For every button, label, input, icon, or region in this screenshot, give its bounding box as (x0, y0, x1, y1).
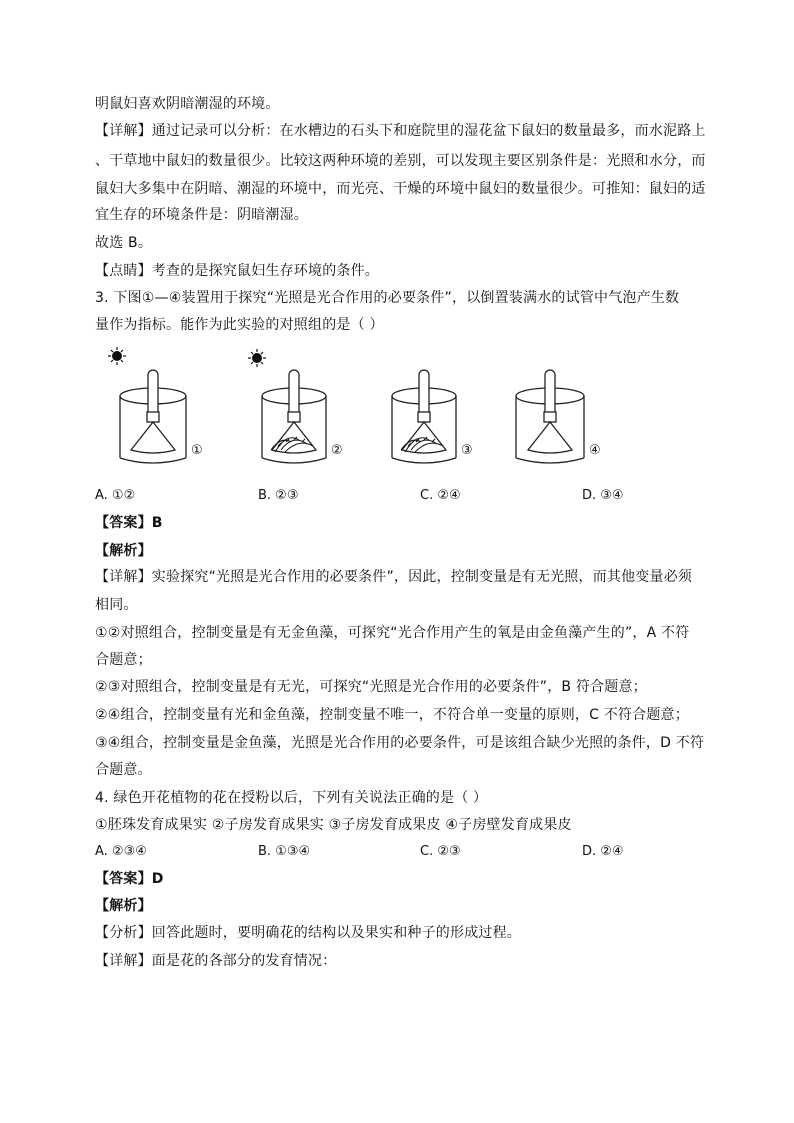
q3-explanation-line: 合题意； (95, 652, 152, 668)
apparatus-3-label: ③ (461, 443, 473, 458)
text-line: 鼠妇大多集中在阴暗、潮湿的环境中，而光亮、干燥的环境中鼠妇的数量很少。可推知：鼠妇的适 (95, 181, 706, 197)
apparatus-1 (108, 347, 203, 463)
q3-explanation-line: ①②对照组合，控制变量是有无金鱼藻，可探究“光合作用产生的氧是由金鱼藻产生的”，A 不符 (95, 625, 690, 641)
q4-option-c: C. ②③ (420, 844, 461, 859)
q4-analysis-line: 【详解】面是花的各部分的发育情况： (95, 953, 337, 969)
text-line: 【点睛】考查的是探究鼠妇生存环境的条件。 (95, 263, 379, 279)
question-3-line: 量作为指标。能作为此实验的对照组的是（ ） (95, 317, 384, 333)
aquatic-plant-icon (271, 437, 313, 452)
text-line: 明鼠妇喜欢阴暗潮湿的环境。 (95, 96, 280, 112)
apparatus-2 (248, 349, 343, 463)
text-line: 宜生存的环境条件是：阴暗潮湿。 (95, 207, 308, 223)
question-4-statements: ①胚珠发育成果实 ②子房发育成果实 ③子房发育成果皮 ④子房壁发育成果皮 (95, 817, 572, 833)
text-line: 故选 B。 (95, 235, 153, 251)
q3-explanation-line: ②④组合，控制变量有光和金鱼藻，控制变量不唯一，不符合单一变量的原则，C 不符合题意； (95, 707, 689, 723)
question-4-line: 4. 绿色开花植物的花在授粉以后，下列有关说法正确的是（ ） (95, 790, 488, 806)
question-3-line: 3. 下图①—④装置用于探究“光照是光合作用的必要条件”，以倒置装满水的试管中气泡产生数 (95, 290, 680, 306)
q4-analysis-line: 【分析】回答此题时，要明确花的结构以及果实和种子的形成过程。 (95, 925, 521, 941)
q3-explanation-line: 【详解】实验探究“光照是光合作用的必要条件”，因此，控制变量是有无光照，而其他变量必须 (95, 569, 693, 585)
q4-option-d: D. ②④ (582, 844, 624, 859)
apparatus-4 (516, 370, 601, 463)
q3-explanation-line: 合题意。 (95, 762, 152, 778)
q4-answer: 【答案】D (95, 871, 164, 887)
q3-option-b: B. ②③ (258, 488, 299, 503)
q3-option-a: A. ①② (95, 488, 136, 503)
q3-answer: 【答案】B (95, 515, 163, 531)
q3-explanation-line: ③④组合，控制变量是金鱼藻，光照是光合作用的必要条件，可是该组合缺少光照的条件，D 不符 (95, 735, 705, 751)
sun-icon (108, 347, 126, 365)
q3-analysis-title: 【解析】 (95, 543, 152, 559)
text-line: 、干草地中鼠妇的数量很少。比较这两种环境的差别，可以发现主要区别条件是：光照和水分，而 (95, 153, 706, 169)
apparatus-2-label: ② (331, 443, 343, 458)
experiment-figure (95, 342, 715, 482)
q3-option-d: D. ③④ (582, 488, 624, 503)
q4-option-a: A. ②③④ (95, 844, 147, 859)
apparatus-3 (392, 370, 473, 463)
apparatus-4-label: ④ (589, 443, 601, 458)
aquatic-plant-icon (401, 437, 443, 452)
q4-option-b: B. ①③④ (258, 844, 311, 859)
q4-analysis-title: 【解析】 (95, 898, 152, 914)
text-line: 【详解】通过记录可以分析：在水槽边的石头下和庭院里的湿花盆下鼠妇的数量最多，而水泥路上 (95, 123, 706, 139)
apparatus-1-label: ① (191, 443, 203, 458)
sun-icon (248, 349, 266, 367)
q3-option-c: C. ②④ (420, 488, 461, 503)
q3-explanation-line: ②③对照组合，控制变量是有无光，可探究“光照是光合作用的必要条件”，B 符合题意； (95, 679, 647, 695)
q3-explanation-line: 相同。 (95, 597, 138, 613)
